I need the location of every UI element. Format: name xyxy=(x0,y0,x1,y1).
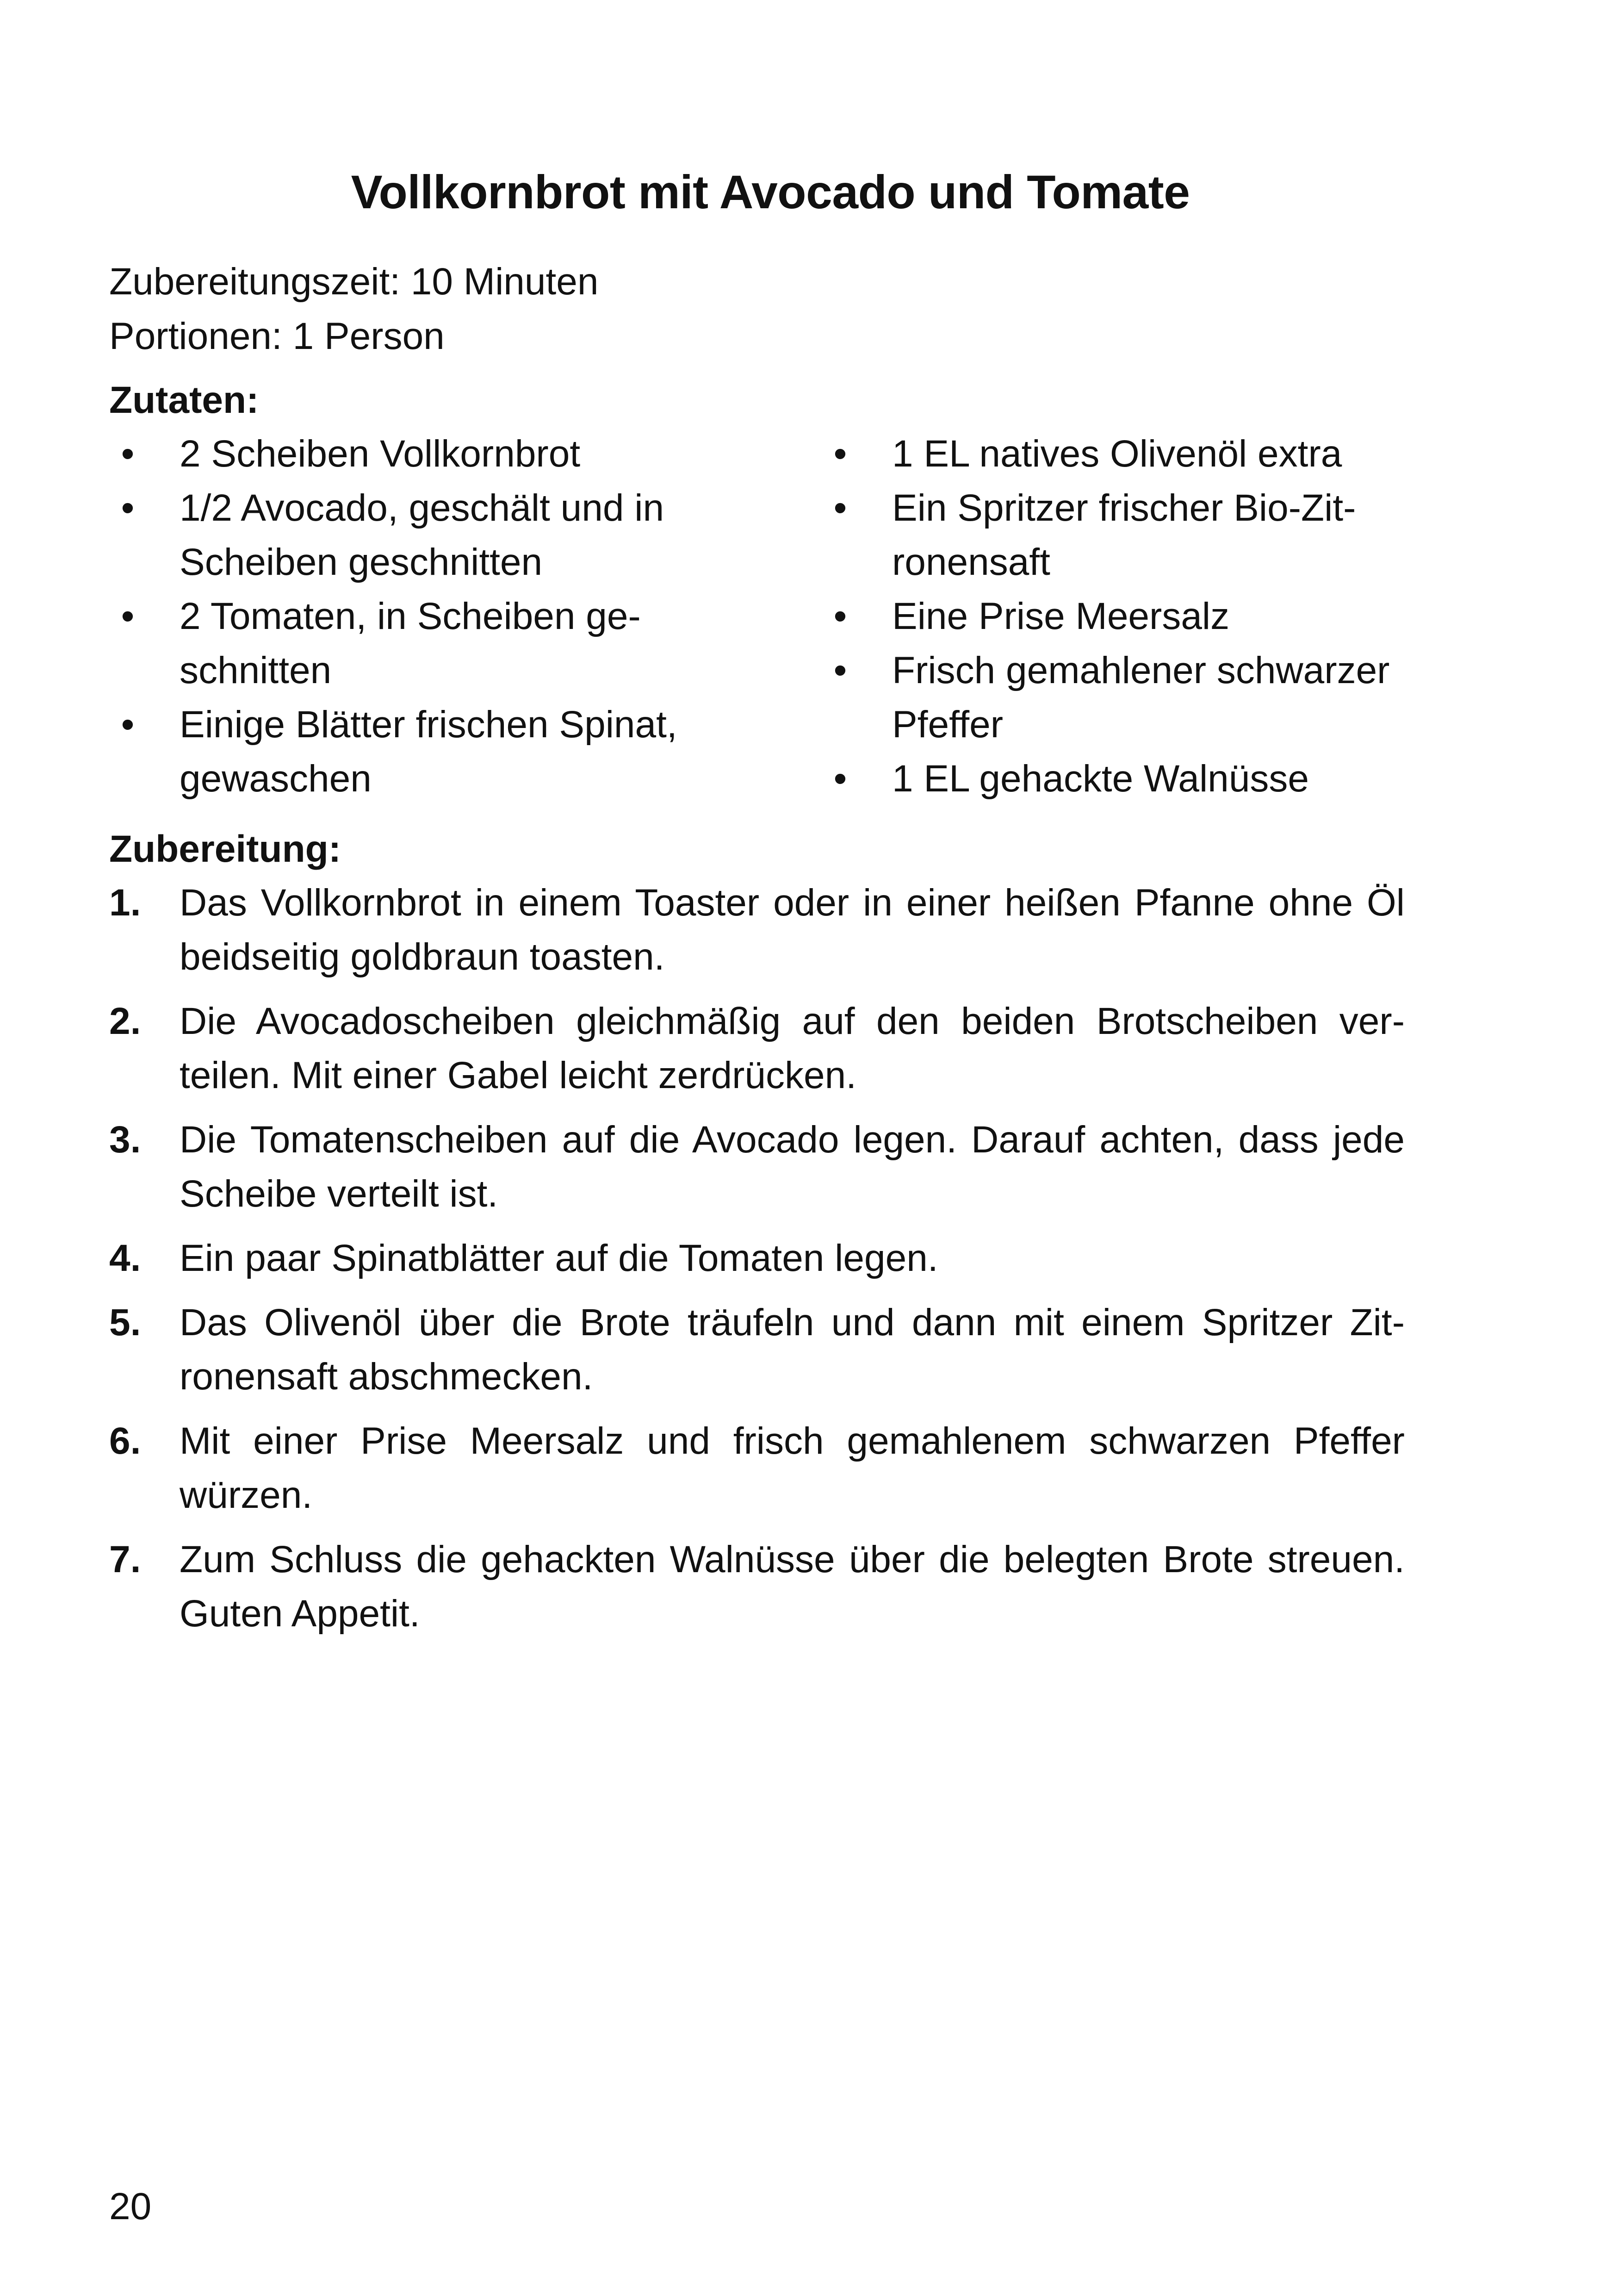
bullet-icon: • xyxy=(833,487,847,529)
recipe-meta xyxy=(109,255,599,364)
step-item xyxy=(109,1231,1405,1285)
step-text: Zum Schluss die gehackten Walnüsse über die belegten Brote streuen. Guten Appetit. xyxy=(180,1538,1405,1635)
ingredient-item xyxy=(822,589,1460,643)
ingredients-list-left xyxy=(109,427,766,806)
step-item xyxy=(109,994,1405,1102)
step-number: 1. xyxy=(109,882,141,924)
bullet-icon: • xyxy=(121,487,135,529)
ingredient-text: Ein Spritzer frischer Bio-Zitronensaft xyxy=(892,487,1356,583)
page-number: 20 xyxy=(109,2185,152,2228)
ingredient-item xyxy=(822,481,1460,589)
step-text: Mit einer Prise Meersalz und frisch gemahlenem schwarzen Pfeffer würzen. xyxy=(180,1420,1405,1516)
step-item xyxy=(109,1414,1405,1522)
step-item xyxy=(109,1113,1405,1221)
ingredient-text: 1/2 Avocado, geschält und in Scheiben geschnitten xyxy=(180,487,664,583)
bullet-icon: • xyxy=(833,433,847,475)
bullet-icon: • xyxy=(121,703,135,746)
step-number: 3. xyxy=(109,1119,141,1161)
bullet-icon: • xyxy=(121,595,135,637)
preparation-steps xyxy=(109,876,1405,1651)
step-number: 6. xyxy=(109,1420,141,1462)
step-item xyxy=(109,1295,1405,1404)
step-text: Die Tomatenscheiben auf die Avocado legen. Darauf achten, dass jede Scheibe verteilt ist. xyxy=(180,1119,1405,1215)
step-item xyxy=(109,876,1405,984)
portions: Portionen: 1 Person xyxy=(109,315,445,357)
step-number: 7. xyxy=(109,1538,141,1580)
bullet-icon: • xyxy=(833,758,847,800)
prep-time: Zubereitungszeit: 10 Minuten xyxy=(109,261,599,303)
ingredient-item xyxy=(822,643,1460,752)
bullet-icon: • xyxy=(833,595,847,637)
ingredient-text: 1 EL gehackte Walnüsse xyxy=(892,758,1309,800)
ingredient-text: Frisch gemahlener schwarzer Pfeffer xyxy=(892,649,1390,746)
ingredient-item xyxy=(822,427,1460,481)
step-number: 2. xyxy=(109,1000,141,1042)
step-number: 5. xyxy=(109,1301,141,1344)
recipe-title: Vollkornbrot mit Avocado und Tomate xyxy=(351,166,1190,218)
ingredients-list-right xyxy=(822,427,1460,806)
ingredient-text: Eine Prise Meersalz xyxy=(892,595,1230,637)
step-text: Die Avocadoscheiben gleichmäßig auf den beiden Brotscheiben verteilen. Mit einer Gabel leicht zerdrücken. xyxy=(180,1000,1405,1096)
bullet-icon: • xyxy=(833,649,847,691)
step-text: Das Vollkornbrot in einem Toaster oder in einer heißen Pfanne ohne Öl beidseitig goldbraun toasten. xyxy=(180,882,1405,978)
ingredients-heading: Zutaten: xyxy=(109,379,259,421)
preparation-heading: Zubereitung: xyxy=(109,828,341,870)
step-text: Das Olivenöl über die Brote träufeln und dann mit einem Spritzer Zitronensaft abschmecken. xyxy=(180,1301,1405,1398)
bullet-icon: • xyxy=(121,433,135,475)
ingredient-text: Einige Blätter frischen Spinat, gewaschen xyxy=(180,703,677,800)
step-item xyxy=(109,1532,1405,1641)
ingredient-text: 2 Tomaten, in Scheiben geschnitten xyxy=(180,595,641,691)
ingredient-item xyxy=(109,589,766,697)
ingredient-text: 1 EL natives Olivenöl extra xyxy=(892,433,1342,475)
step-number: 4. xyxy=(109,1237,141,1279)
ingredient-text: 2 Scheiben Vollkornbrot xyxy=(180,433,581,475)
ingredient-item xyxy=(109,481,766,589)
step-text: Ein paar Spinatblätter auf die Tomaten legen. xyxy=(180,1237,938,1279)
ingredient-item xyxy=(822,752,1460,806)
ingredient-item xyxy=(109,697,766,806)
ingredient-item xyxy=(109,427,766,481)
